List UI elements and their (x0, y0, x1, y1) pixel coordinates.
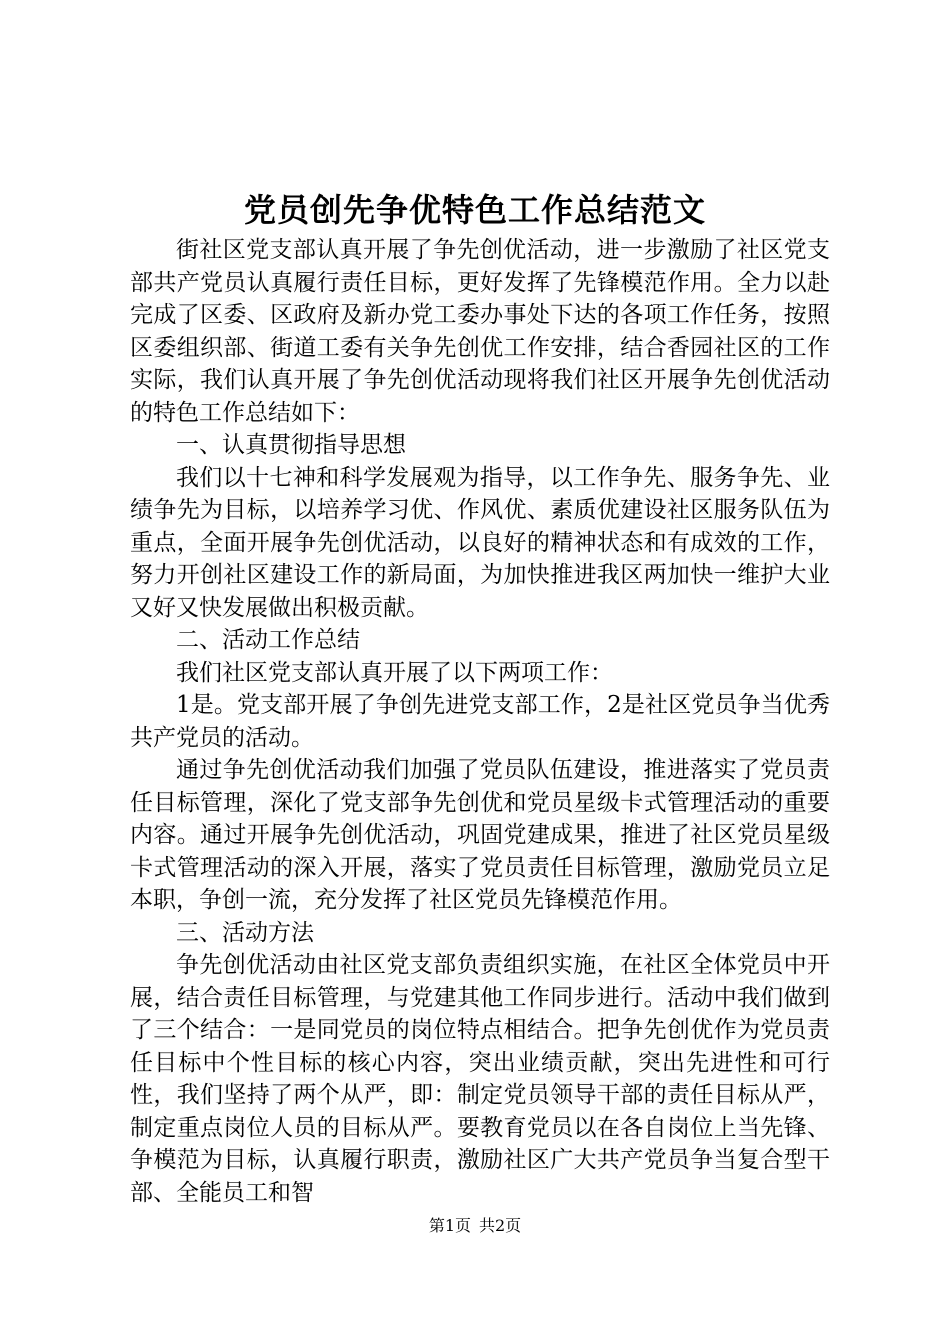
document-title: 党员创先争优特色工作总结范文 (243, 191, 706, 229)
section-heading-1: 一、认真贯彻指导思想 (176, 432, 406, 458)
paragraph-work-intro: 我们社区党支部认真开展了以下两项工作： (176, 659, 613, 686)
page-footer (0, 1214, 950, 1238)
paragraph-intro: 街社区党支部认真开展了争先创优活动，进一步激励了社区党支部共产党员认真履行责任目标，更好发挥了先锋模范作用。全力以赴完成了区委、区政府及新办党工委办事处下达的各项工作任务，按照区委组织部、街道工委有关争先创优工作安排，结合香园社区的工作实际，我们认真开展了争先创优活动现将我们社区开展争先创优活动的特色工作总结如下： (130, 237, 830, 426)
paragraph-guiding-thought: 我们以十七神和科学发展观为指导，以工作争先、服务争先、业绩争先为目标，以培养学习优、作风优、素质优建设社区服务队伍为重点，全面开展争先创优活动，以良好的精神状态和有成效的工作，努力开创社区建设工作的新局面，为加快推进我区两加快一维护大业又好又快发展做出积极贡献。 (130, 464, 830, 621)
page-number: 第1页 (428, 1216, 471, 1235)
paragraph-results: 通过争先创优活动我们加强了党员队伍建设，推进落实了党员责任目标管理，深化了党支部争先创优和党员星级卡式管理活动的重要内容。通过开展争先创优活动，巩固党建成果，推进了社区党员星级卡式管理活动的深入开展，落实了党员责任目标管理，激励党员立足本职，争创一流，充分发挥了社区党员先锋模范作用。 (130, 757, 830, 913)
page-total: 共2页 (479, 1216, 522, 1235)
paragraph-two-tasks: 1是。党支部开展了争创先进党支部工作，2是社区党员争当优秀共产党员的活动。 (130, 692, 830, 751)
paragraph-methods: 争先创优活动由社区党支部负责组织实施，在社区全体党员中开展，结合责任目标管理，与党建其他工作同步进行。活动中我们做到了三个结合：一是同党员的岗位特点相结合。把争先创优作为党员责任目标中个性目标的核心内容，突出业绩贡献，突出先进性和可行性，我们坚持了两个从严，即：制定党员领导干部的责任目标从严，制定重点岗位人员的目标从严。要教育党员以在各自岗位上当先锋、争模范为目标，认真履行职责，激励社区广大共产党员争当复合型干部、全能员工和智 (130, 952, 830, 1206)
document-body (130, 234, 830, 1209)
section-heading-2: 二、活动工作总结 (176, 627, 360, 653)
section-heading-3: 三、活动方法 (176, 919, 314, 946)
